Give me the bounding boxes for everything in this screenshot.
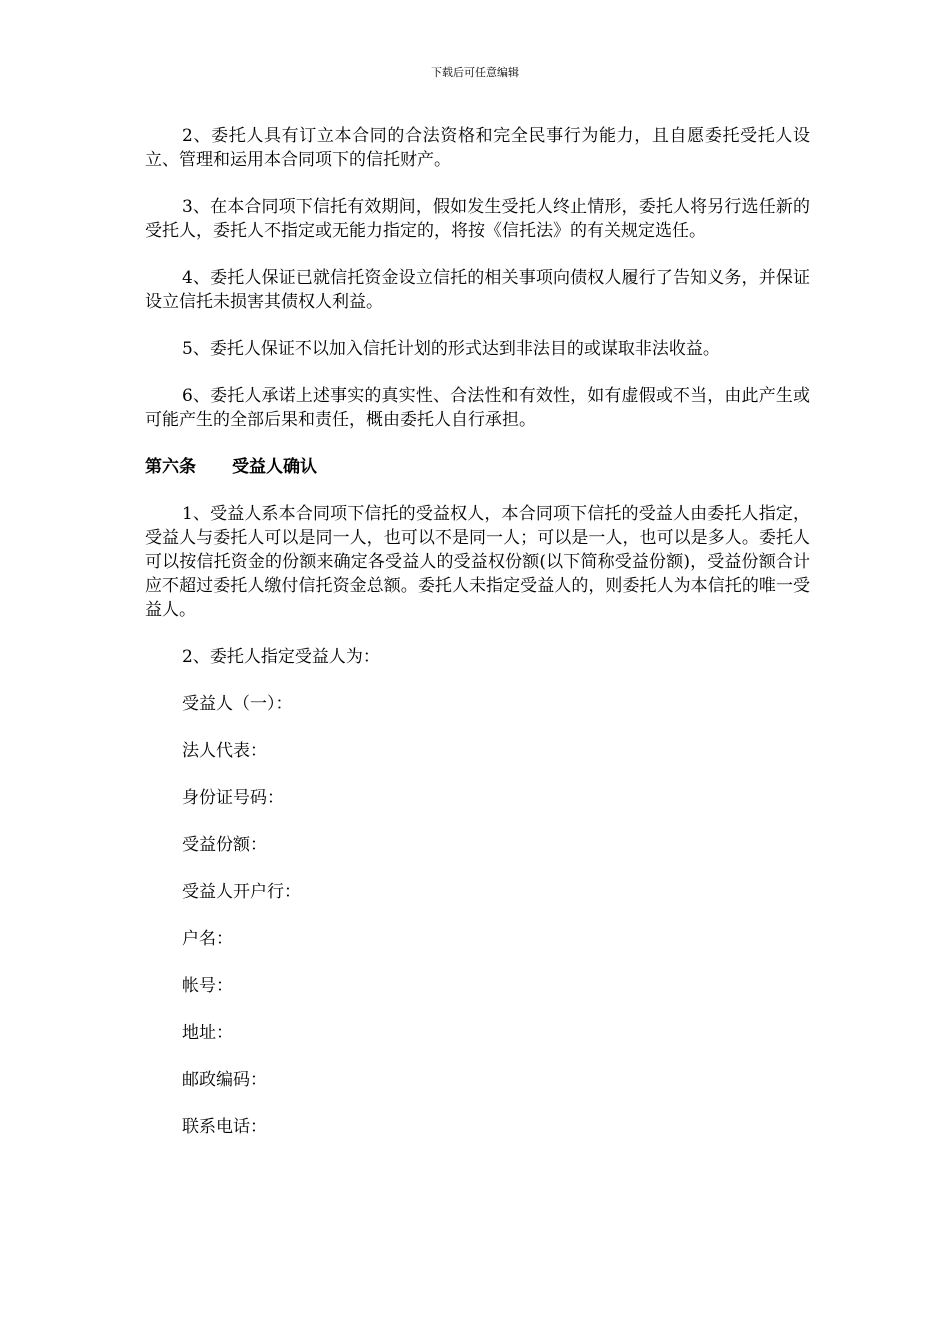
page-header-note: 下载后可任意编辑 [431,66,519,79]
form-field-label: 帐号： [182,976,233,996]
clause-paragraph: 2、委托人指定受益人为： [182,647,380,667]
form-field-label: 邮政编码： [182,1070,267,1090]
clause-paragraph: 3、在本合同项下信托有效期间，假如发生受托人终止情形，委托人将另行选任新的受托人，委托人不指定或无能力指定的，将按《信托法》的有关规定选任。 [145,197,810,241]
form-field-label: 受益人（一）： [182,694,293,714]
form-field-label: 受益份额： [182,835,267,855]
form-field-label: 地址： [182,1023,233,1043]
form-field-label: 联系电话： [182,1117,267,1137]
clause-paragraph: 1、受益人系本合同项下信托的受益权人，本合同项下信托的受益人由委托人指定，受益人与委托人可以是同一人，也可以不是同一人；可以是一人，也可以是多人。委托人可以按信托资金的份额来确定各受益人的受益权份额(以下简称受益份额)，受益份额合计应不超过委托人缴付信托资金总额。委托人未指定受益人的，则委托人为本信托的唯一受益人。 [145,504,810,620]
clause-paragraph: 4、委托人保证已就信托资金设立信托的相关事项向债权人履行了告知义务，并保证设立信托未损害其债权人利益。 [145,268,810,312]
form-field-label: 受益人开户行： [182,882,301,902]
section-title: 受益人确认 [232,457,317,477]
section-heading [145,455,810,479]
document-body [145,124,810,1162]
clause-paragraph: 6、委托人承诺上述事实的真实性、合法性和有效性，如有虚假或不当，由此产生或可能产生的全部后果和责任，概由委托人自行承担。 [145,386,810,430]
form-field-label: 户名： [182,929,233,949]
clause-paragraph: 5、委托人保证不以加入信托计划的形式达到非法目的或谋取非法收益。 [182,339,720,359]
form-field-label: 法人代表： [182,741,267,761]
form-field-label: 身份证号码： [182,788,284,808]
section-number: 第六条 [145,457,196,477]
clause-paragraph: 2、委托人具有订立本合同的合法资格和完全民事行为能力，且自愿委托受托人设立、管理和运用本合同项下的信托财产。 [145,126,810,170]
